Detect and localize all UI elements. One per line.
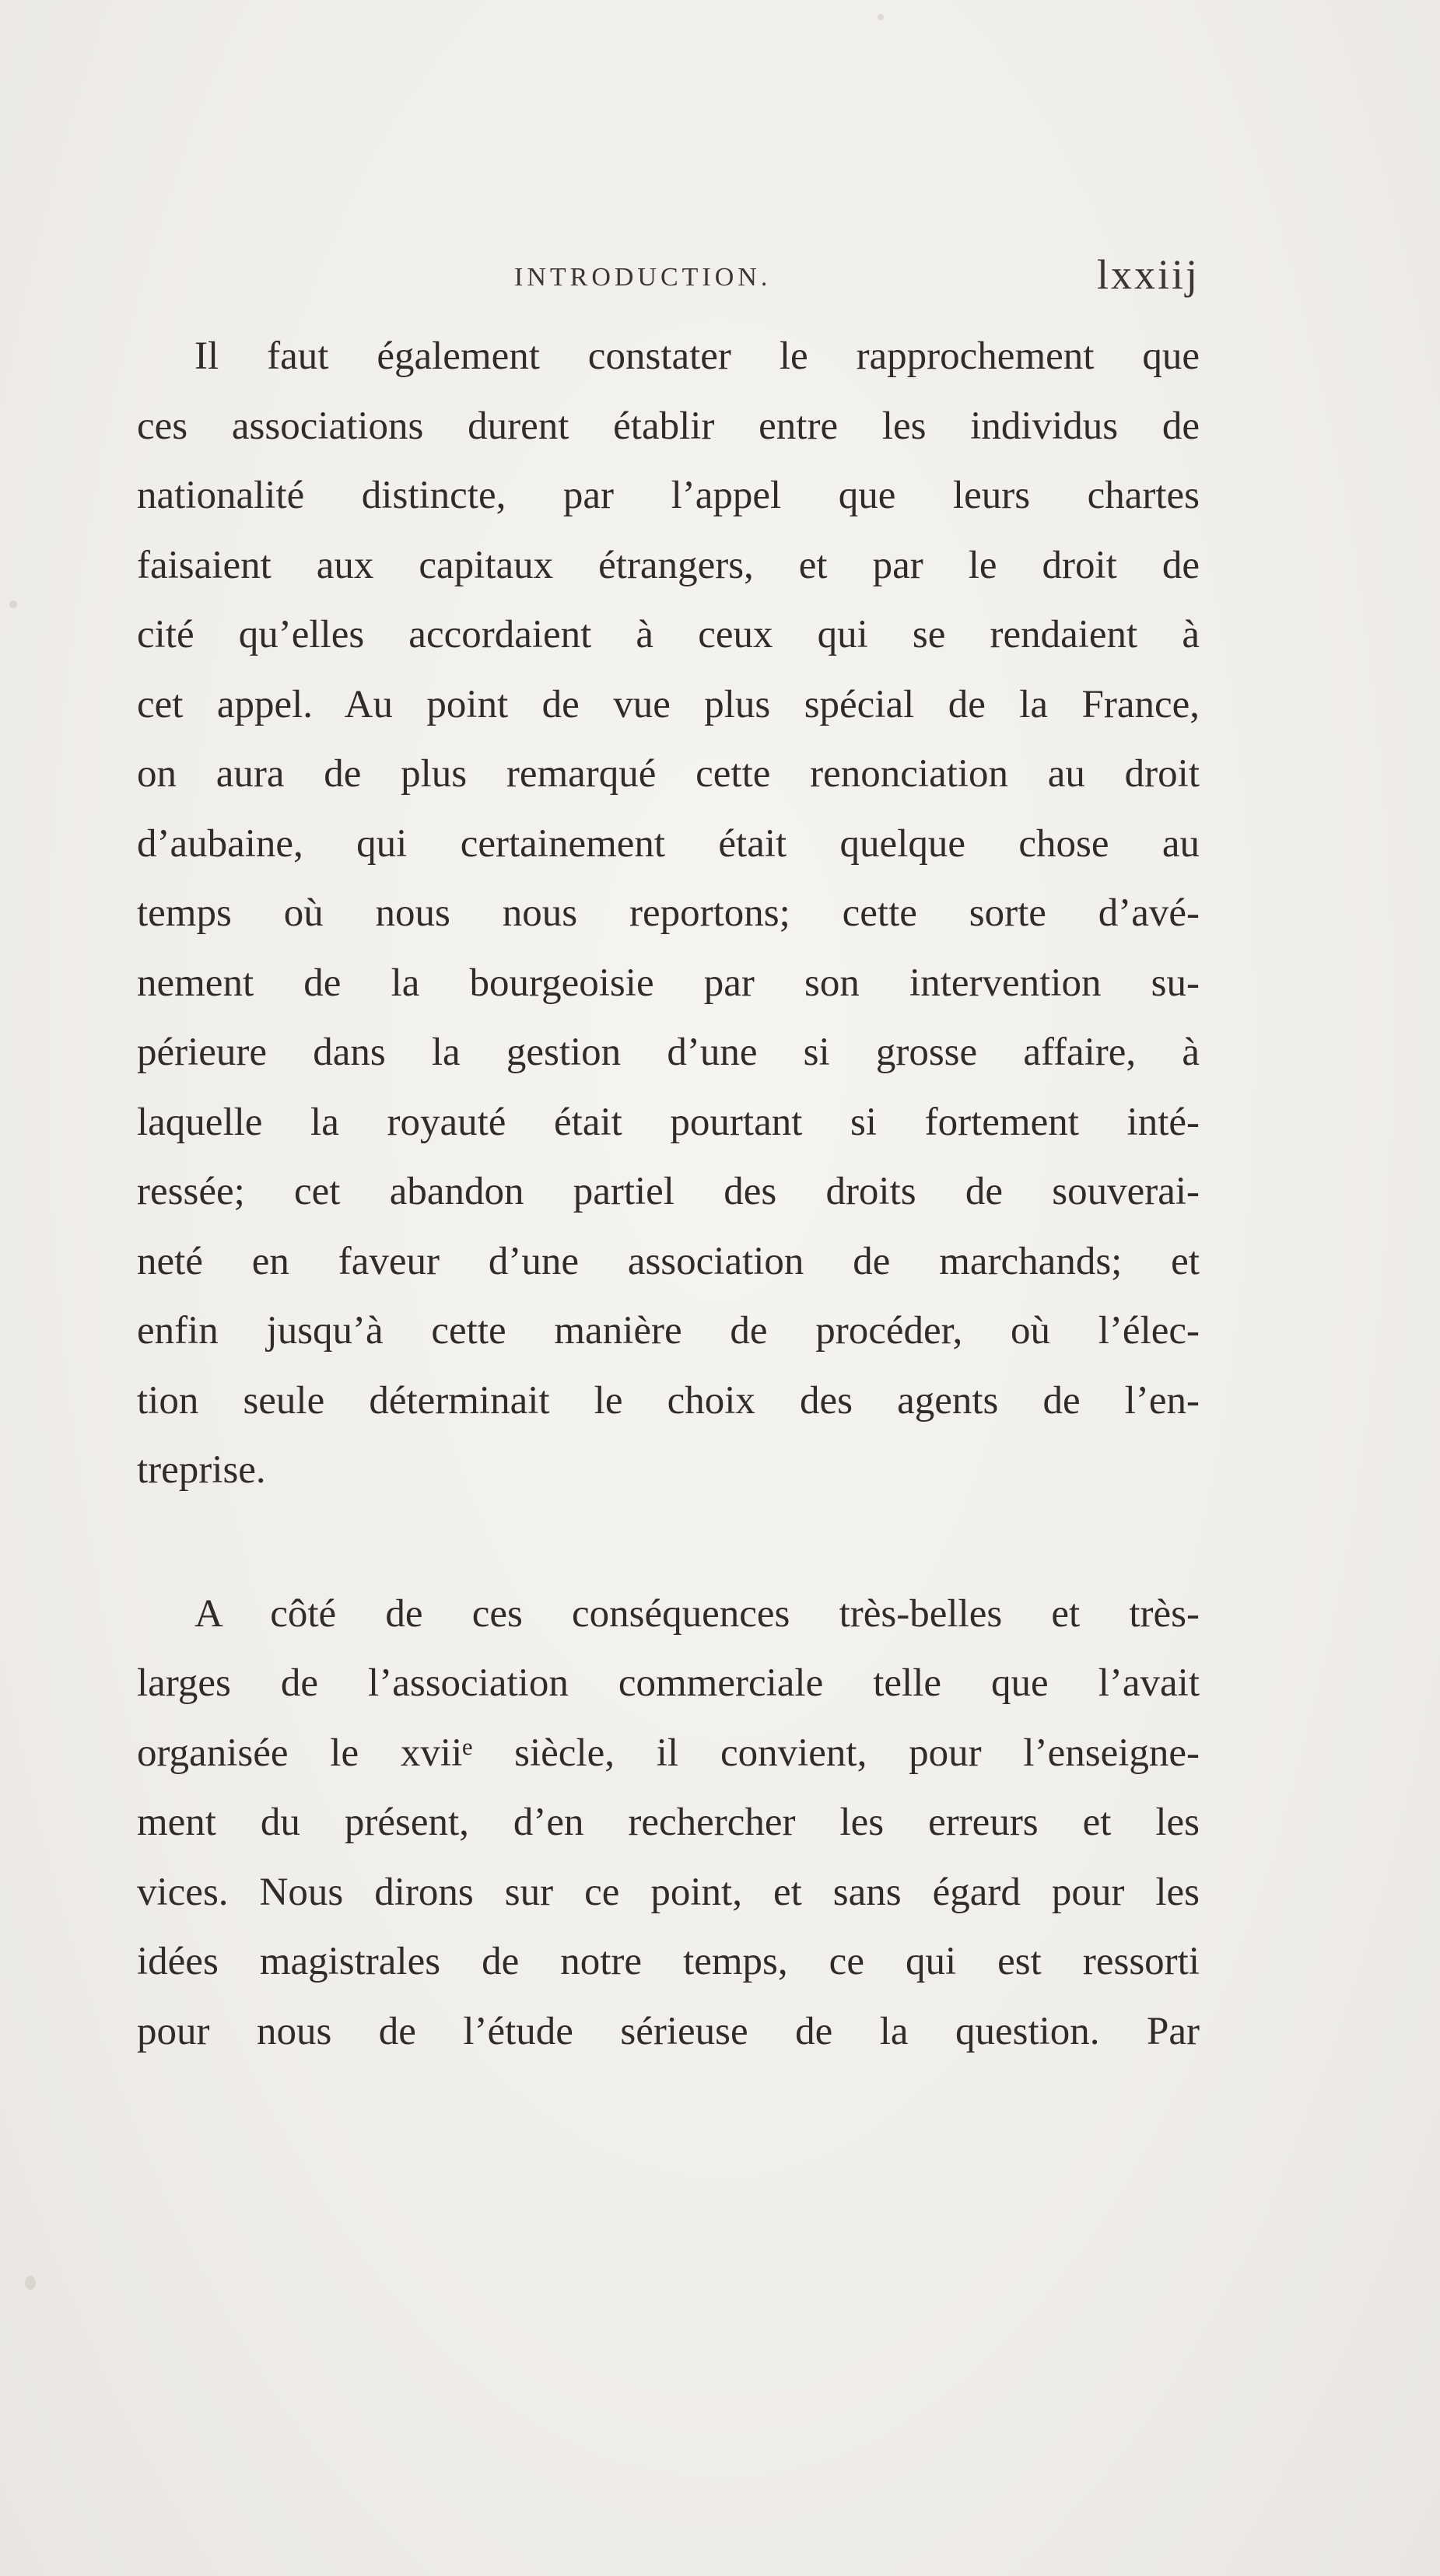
text-line: ment du présent, d’en rechercher les erreurs et les bbox=[137, 1801, 1200, 1844]
page-number: lxxiij bbox=[1096, 251, 1200, 298]
text-line: temps où nous nous reportons; cette sorte d’avé- bbox=[137, 891, 1200, 935]
text-line: nationalité distincte, par l’appel que leurs chartes bbox=[137, 474, 1200, 517]
text-line: cité qu’elles accordaient à ceux qui se rendaient à bbox=[137, 613, 1200, 656]
text-line: neté en faveur d’une association de marchands; et bbox=[137, 1239, 1200, 1283]
body-text bbox=[137, 322, 1200, 2067]
paragraph bbox=[137, 1580, 1200, 2067]
paper-foxing-spot bbox=[9, 600, 17, 608]
text-line: cet appel. Au point de vue plus spécial de la France, bbox=[137, 682, 1200, 726]
text-line: périeure dans la gestion d’une si grosse affaire, à bbox=[137, 1031, 1200, 1074]
paper-foxing-spot bbox=[25, 2276, 36, 2290]
text-line: laquelle la royauté était pourtant si fortement inté- bbox=[137, 1100, 1200, 1144]
text-line: larges de l’association commerciale telle que l’avait bbox=[137, 1661, 1200, 1705]
text-line: ressée; cet abandon partiel des droits de souverai- bbox=[137, 1170, 1200, 1213]
text-line: A côté de ces conséquences très-belles et très- bbox=[194, 1591, 1200, 1636]
text-line: organisée le xviiᵉ siècle, il convient, pour l’enseigne- bbox=[137, 1731, 1200, 1775]
paragraph-gap bbox=[137, 1506, 1200, 1580]
text-line: ces associations durent établir entre les individus de bbox=[137, 404, 1200, 448]
text-line: d’aubaine, qui certainement était quelque chose au bbox=[137, 821, 1200, 866]
text-line: on aura de plus remarqué cette renonciation au droit bbox=[137, 752, 1200, 796]
text-line: treprise. bbox=[137, 1448, 266, 1492]
text-line: faisaient aux capitaux étrangers, et par le droit de bbox=[137, 543, 1200, 587]
text-line: Il faut également constater le rapprochement que bbox=[194, 334, 1200, 378]
text-line: nement de la bourgeoisie par son intervention su- bbox=[137, 961, 1200, 1005]
text-line: idées magistrales de notre temps, ce qui est ressorti bbox=[137, 1940, 1200, 1983]
paper-foxing-spot bbox=[878, 14, 884, 20]
paragraph bbox=[137, 322, 1200, 1506]
text-line: tion seule déterminait le choix des agents de l’en- bbox=[137, 1378, 1200, 1423]
text-line: pour nous de l’étude sérieuse de la question. Par bbox=[137, 2009, 1200, 2053]
page-header bbox=[137, 251, 1200, 316]
text-line: vices. Nous dirons sur ce point, et sans égard pour les bbox=[137, 1870, 1200, 1914]
running-head: INTRODUCTION. bbox=[514, 263, 772, 292]
text-line: enfin jusqu’à cette manière de procéder, où l’élec- bbox=[137, 1309, 1200, 1353]
